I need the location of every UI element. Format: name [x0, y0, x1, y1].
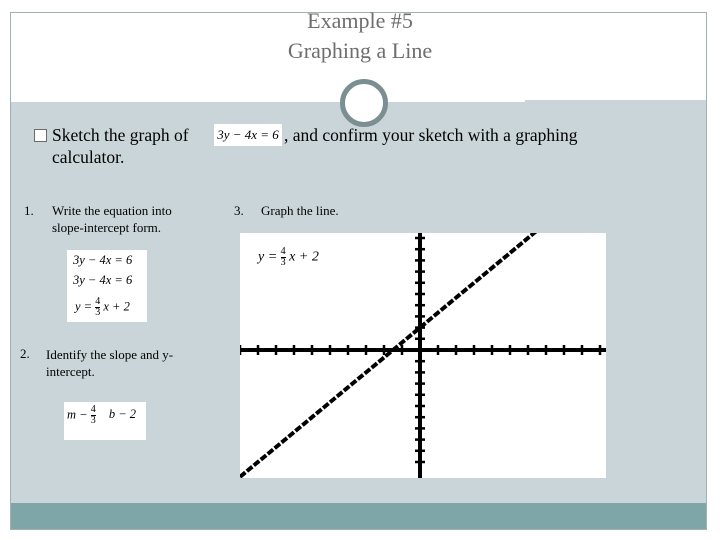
circle-ornament-icon — [340, 79, 388, 127]
slope-frac-num: 4 — [90, 404, 96, 415]
slope-lhs: m − — [67, 407, 88, 422]
bottom-bar — [11, 503, 706, 529]
slope-expression — [67, 405, 136, 426]
graph-label-lhs: y = — [258, 249, 278, 265]
work-fraction — [95, 297, 100, 318]
graph-label-num: 4 — [280, 246, 286, 257]
graph-label-fraction — [281, 247, 286, 268]
slope-fraction — [91, 405, 96, 426]
graph-svg — [240, 233, 606, 478]
work-final-rhs: x + 2 — [103, 299, 130, 314]
work-frac-den: 3 — [95, 307, 101, 318]
graph-label-rhs: x + 2 — [289, 249, 319, 265]
intercept-expression: b − 2 — [108, 407, 137, 422]
work-frac-num: 4 — [95, 296, 101, 307]
step-text — [52, 202, 172, 236]
step-number: 1. — [24, 203, 34, 218]
step-line: Write the equation into — [52, 203, 172, 218]
slope-frac-den: 3 — [90, 415, 96, 426]
graph-axes — [240, 233, 606, 478]
step-number: 2. — [20, 346, 30, 361]
slide-subtitle: Graphing a Line — [287, 38, 433, 63]
divider-right — [382, 100, 525, 102]
prompt-text: Sketch the graph of — [52, 125, 189, 145]
slide-title: Example #5 — [307, 8, 413, 33]
step-line: Identify the slope and y- — [46, 347, 174, 362]
step-text: Graph the line. — [261, 203, 339, 218]
graph-label-den: 3 — [280, 257, 286, 268]
prompt-text-continued: , and confirm your sketch with a graphing — [284, 125, 578, 145]
graph-ticks — [240, 238, 600, 462]
step-text — [46, 346, 173, 380]
divider-left — [11, 100, 341, 102]
prompt-text-line2: calculator. — [52, 147, 125, 167]
graph-panel — [240, 233, 606, 478]
square-bullet-icon — [34, 129, 47, 142]
work-final-equation — [75, 297, 130, 318]
work-line: 3y − 4x = 6 — [73, 273, 133, 287]
graph-equation-label — [258, 247, 319, 268]
work-final-lhs: y = — [75, 299, 93, 314]
step-line: slope-intercept form. — [52, 220, 162, 235]
step-line: intercept. — [46, 364, 95, 379]
step-number: 3. — [234, 203, 244, 218]
prompt-equation: 3y − 4x = 6 — [214, 124, 282, 146]
work-line: 3y − 4x = 6 — [73, 253, 133, 267]
